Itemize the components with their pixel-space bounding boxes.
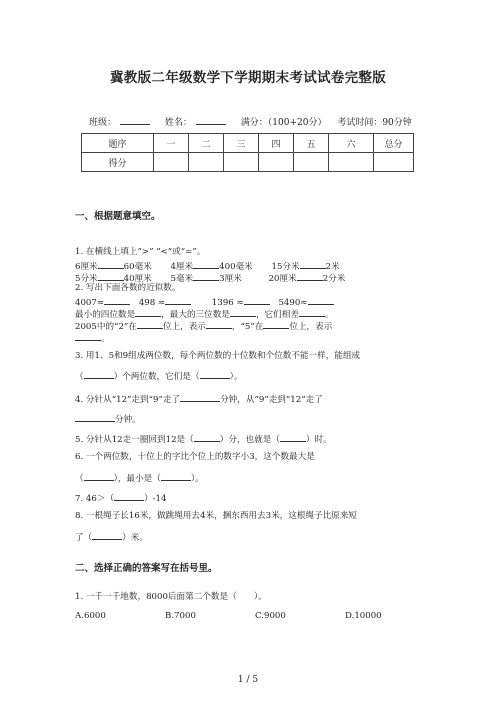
compare-blank[interactable] xyxy=(98,271,124,281)
score-header-cell: 五 xyxy=(294,134,329,153)
q3-b2: ）个两位数，它们是（ xyxy=(113,372,200,382)
compare-blank[interactable] xyxy=(193,271,219,281)
score-label: 满分：（100+20分） xyxy=(240,118,327,128)
approx-blank[interactable] xyxy=(308,295,334,305)
q3-b3: ）。 xyxy=(229,372,243,382)
q2-r2-b: ，最大的三位数是 xyxy=(161,310,230,320)
exam-info-line xyxy=(89,115,419,128)
q6-b1: （ xyxy=(75,474,84,484)
q2-r1-c: 1396 ≈ xyxy=(211,298,244,308)
fill-blank[interactable] xyxy=(92,530,122,540)
fill-blank[interactable] xyxy=(280,432,306,442)
q1-r1-c: 4厘米 xyxy=(170,262,194,272)
score-header-cell: 四 xyxy=(259,134,294,153)
score-header-cell: 二 xyxy=(189,134,224,153)
q2-r2-a: 最小的四位数是 xyxy=(75,310,136,320)
fill-blank[interactable] xyxy=(114,491,144,501)
score-header-cell: 三 xyxy=(224,134,259,153)
section1-heading: 一、根据题意填空。 xyxy=(75,211,161,222)
score-table-score-row xyxy=(82,153,414,172)
q5-a: 5. 分针从12走一圈回到12是（ xyxy=(75,435,194,445)
q2-r1-d: 5490≈ xyxy=(278,298,308,308)
q1-r1-b: 60毫米 xyxy=(123,262,152,272)
q7-line xyxy=(75,491,167,505)
q3-line1: 3. 用1、5和9组成两位数，每个两位数的十位数和个位数不能一样，能组成 xyxy=(75,351,361,361)
q6-line2 xyxy=(75,471,204,485)
option-c[interactable]: C.9000 xyxy=(255,611,286,621)
exam-title: 冀教版二年级数学下学期期末考试试卷完整版 xyxy=(110,70,386,86)
q6-b3: ）。 xyxy=(190,474,204,484)
fill-blank[interactable] xyxy=(84,369,114,379)
approx-blank[interactable] xyxy=(165,295,191,305)
fill-blank[interactable] xyxy=(299,307,325,317)
compare-blank[interactable] xyxy=(297,271,323,281)
fill-blank[interactable] xyxy=(137,319,163,329)
q4-line2 xyxy=(75,412,141,426)
score-input-cell[interactable] xyxy=(154,153,189,172)
section2-heading: 二、选择正确的答案写在括号里。 xyxy=(75,563,218,574)
q2-r4: 。 xyxy=(101,334,110,344)
q5-b: ）分，也就是（ xyxy=(219,435,280,445)
compare-blank[interactable] xyxy=(193,259,219,269)
fill-blank[interactable] xyxy=(194,432,220,442)
fill-blank[interactable] xyxy=(263,319,289,329)
option-b[interactable]: B.7000 xyxy=(165,611,196,621)
option-a[interactable]: A.6000 xyxy=(75,611,106,621)
q3-line2 xyxy=(75,369,242,383)
q2-r2-c: ，它们相差 xyxy=(255,310,299,320)
q2-r3-c: ，“5”在 xyxy=(231,322,264,332)
fill-blank[interactable] xyxy=(75,331,101,341)
approx-blank[interactable] xyxy=(244,295,270,305)
score-input-cell[interactable] xyxy=(189,153,224,172)
q1-r2-d: 3厘米 xyxy=(219,274,242,284)
s2-q1-text: 1. 一千一千地数，8000后面第二个数是（ ）。 xyxy=(75,592,267,602)
score-header-cell: 一 xyxy=(154,134,189,153)
q8-b2: ）米。 xyxy=(122,533,148,543)
fill-blank[interactable] xyxy=(206,319,232,329)
score-header-cell: 题序 xyxy=(82,134,154,153)
q1-text: 1. 在横线上填上“>” “<”或“=”。 xyxy=(75,247,206,257)
q1-r2-c: 5毫米 xyxy=(170,274,194,284)
compare-blank[interactable] xyxy=(98,259,124,269)
fill-blank[interactable] xyxy=(135,307,161,317)
score-header-cell: 总分 xyxy=(374,134,414,153)
approx-blank[interactable] xyxy=(104,295,130,305)
score-input-cell[interactable] xyxy=(224,153,259,172)
score-input-cell[interactable] xyxy=(329,153,374,172)
score-input-cell[interactable] xyxy=(374,153,414,172)
option-d[interactable]: D.10000 xyxy=(345,611,382,621)
fill-blank[interactable] xyxy=(200,369,230,379)
q2-r1-b: 498 ≈ xyxy=(138,298,166,308)
score-input-cell[interactable] xyxy=(259,153,294,172)
fill-blank[interactable] xyxy=(180,392,220,402)
score-row-label: 得分 xyxy=(82,153,154,172)
q1-r1-d: 400毫米 xyxy=(219,262,253,272)
class-blank xyxy=(120,115,150,125)
q6-line1: 6. 一个两位数，十位上的字比个位上的数字小3，这个数最大是 xyxy=(75,452,315,462)
q6-b2: ），最小是（ xyxy=(113,474,161,484)
q4-b: 分钟。 xyxy=(115,415,141,425)
fill-blank[interactable] xyxy=(230,307,256,317)
q2-r3-a: 2005中的“2”在 xyxy=(75,322,137,332)
class-label: 班级： xyxy=(89,118,117,128)
score-table xyxy=(81,133,414,172)
q8-line1: 8. 一根绳子长16米，做跳绳用去4米，捆东西用去3米，这根绳子比原来短 xyxy=(75,511,358,521)
q2-r2-d: 。 xyxy=(324,310,334,320)
q1-r1-a: 6厘米 xyxy=(75,262,98,272)
q8-b1: 了（ xyxy=(75,533,93,543)
q2-text: 2. 写出下面各数的近似数。 xyxy=(75,283,181,293)
q7-b: ）-14 xyxy=(144,494,167,504)
q2-r3-b: 位上，表示 xyxy=(162,322,206,332)
score-table-header-row xyxy=(82,134,414,153)
q1-r2-f: 2分米 xyxy=(322,274,346,284)
time-label: 考试时间：90分钟 xyxy=(337,118,412,128)
name-label: 姓名： xyxy=(164,118,192,128)
q1-r2-b: 40厘米 xyxy=(123,274,152,284)
q2-row3 xyxy=(75,319,332,333)
q1-r1-e: 15分米 xyxy=(271,262,300,272)
q2-r1-a: 4007≈ xyxy=(75,298,105,308)
score-input-cell[interactable] xyxy=(294,153,329,172)
q4-a2: 分钟，从“9”走到“12”走了 xyxy=(220,395,323,405)
name-blank xyxy=(196,115,226,125)
q2-r3-d: 位上，表示 xyxy=(289,322,333,332)
compare-blank[interactable] xyxy=(300,259,326,269)
q4-a1: 4. 分针从“12”走到“9”走了 xyxy=(75,395,181,405)
score-header-cell: 六 xyxy=(329,134,374,153)
q1-r1-f: 2米 xyxy=(325,262,340,272)
fill-blank[interactable] xyxy=(84,471,114,481)
q7-a: 7. 46＞（ xyxy=(75,494,115,504)
q1-r2-e: 20厘米 xyxy=(268,274,297,284)
fill-blank[interactable] xyxy=(161,471,191,481)
fill-blank[interactable] xyxy=(75,412,115,422)
q2-row4 xyxy=(75,331,110,345)
q3-b1: （ xyxy=(75,372,84,382)
q5-c: ）时。 xyxy=(305,435,332,445)
q1-r2-a: 5分米 xyxy=(75,274,98,284)
q8-line2 xyxy=(75,530,148,544)
q5-line xyxy=(75,432,332,446)
q4-line1 xyxy=(75,392,323,406)
s2-q1-options xyxy=(75,611,382,622)
page-number: 1 / 5 xyxy=(237,675,259,685)
